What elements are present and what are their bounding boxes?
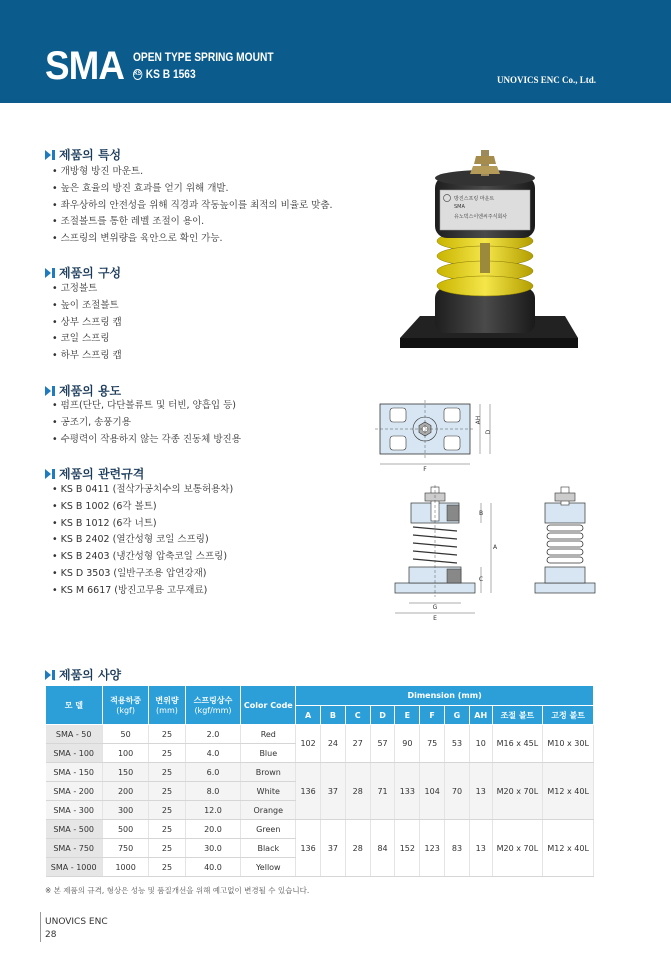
table-row: SMA - 300 300 25 12.0 Orange [46,801,594,820]
header-dim-a: A [296,706,321,725]
top-view-drawing [375,398,500,473]
composition-title: 제품의 구성 [59,266,122,280]
usage-list [52,398,241,448]
header-dim-c: C [345,706,370,725]
list-item: • KS B 1012 (6각 너트) [52,516,233,533]
header-dim-g: G [445,706,470,725]
table-row: SMA - 750 750 25 30.0 Black [46,839,594,858]
list-item: • 스프링의 변위량을 육안으로 확인 가능. [52,231,333,248]
header-dim-ah: AH [469,706,492,725]
dim-label-c: C [478,576,484,583]
product-subtitle: OPEN TYPE SPRING MOUNT [133,50,274,64]
list-item: • KS B 2403 (냉간성형 압축코일 스프링) [52,549,233,566]
company-name: UNOVICS ENC Co., Ltd. [497,75,597,85]
section-arrow-icon [45,386,51,396]
list-item: • 펌프(단단, 다단볼류트 및 터빈, 양흡입 등) [52,398,241,415]
dim-label-b: B [478,510,484,517]
side-view-drawing [375,485,500,625]
usage-title: 제품의 용도 [59,384,122,398]
composition-heading [45,264,121,281]
table-row: SMA - 200 200 25 8.0 White [46,782,594,801]
spec-note: ※ 본 제품의 규격, 형상은 성능 및 품질개선을 위해 예고없이 변경될 수 있습니다. [45,886,310,895]
spec-title: 제품의 사양 [59,668,122,682]
list-item: • KS M 6617 (방진고무용 고무재료) [52,583,233,600]
header-load: 적용하중 (kgf) [102,686,149,725]
list-item: • 높은 효율의 방진 효과를 얻기 위해 개발. [52,181,333,198]
list-item: • KS D 3503 (일반구조용 압연강재) [52,566,233,583]
spec-heading [45,666,121,683]
front-view-drawing [530,485,605,605]
header-model: 모 델 [46,686,103,725]
features-list [52,164,333,248]
standards-list [52,482,233,600]
ks-standard [133,67,196,81]
features-heading [45,146,121,163]
header-banner [0,0,671,103]
section-arrow-icon [45,268,51,278]
section-arrow-icon [45,469,51,479]
header-dim-f: F [420,706,445,725]
features-title: 제품의 특성 [59,148,122,162]
list-item: • KS B 0411 (절삭가공치수의 보통허용차) [52,482,233,499]
list-item: • 개방형 방진 마운트. [52,164,333,181]
dim-label-e: E [433,615,437,622]
dim-label-f: F [423,466,427,473]
label-line-3: 유노빅스이엔씨주식회사 [454,214,508,220]
dim-label-d: D [485,429,492,435]
list-item: • 하부 스프링 캡 [52,348,122,365]
section-bar-icon [52,150,55,160]
section-arrow-icon [45,150,51,160]
standards-heading [45,465,144,482]
header-spring-constant: 스프링상수 (kgf/mm) [185,686,241,725]
section-bar-icon [52,670,55,680]
table-row: SMA - 150 150 25 6.0 Brown 136 37 28 71 133 104 70 13 M20 x 70L M12 x 40L [46,763,594,782]
spec-table [45,685,594,877]
footer-divider [40,912,41,942]
header-dim-d: D [370,706,395,725]
ks-standard-text: KS B 1563 [145,67,196,81]
header-adjust-bolt: 조절 볼트 [492,706,543,725]
page-number: 28 [45,930,57,940]
product-photo [390,148,590,358]
section-bar-icon [52,469,55,479]
list-item: • KS B 2402 (열간성형 코일 스프링) [52,532,233,549]
model-title: SMA [45,44,125,88]
list-item: • 좌우상하의 안전성을 위해 직경과 작동높이를 최적의 비율로 맞춤. [52,198,333,215]
label-line-2: SMA [454,204,465,210]
table-row: SMA - 1000 1000 25 40.0 Yellow [46,858,594,877]
header-dimension: Dimension (mm) [296,686,594,706]
ks-mark-icon: KS [133,69,142,80]
header-dim-e: E [395,706,420,725]
list-item: • 상부 스프링 캡 [52,315,122,332]
label-line-1: 방진스프링 마운트 [454,196,495,202]
table-row: SMA - 100 100 25 4.0 Blue [46,744,594,763]
list-item: • 고정볼트 [52,281,122,298]
list-item: • KS B 1002 (6각 볼트) [52,499,233,516]
list-item: • 수평력이 작용하지 않는 각종 진동체 방진용 [52,432,241,449]
list-item: • 높이 조절볼트 [52,298,122,315]
header-color-code: Color Code [241,686,296,725]
composition-list [52,281,122,365]
dim-label-a: A [492,544,498,551]
list-item: • 공조기, 송풍기용 [52,415,241,432]
section-bar-icon [52,268,55,278]
usage-heading [45,382,121,399]
header-dim-b: B [321,706,346,725]
dim-label-g: G [432,604,438,611]
table-row: SMA - 500 500 25 20.0 Green 136 37 28 84 152 123 83 13 M20 x 70L M12 x 40L [46,820,594,839]
footer-company: UNOVICS ENC [45,917,108,927]
section-bar-icon [52,386,55,396]
list-item: • 조절볼트를 통한 레벨 조절이 용이. [52,214,333,231]
header-displacement: 변위량 (mm) [149,686,185,725]
section-arrow-icon [45,670,51,680]
list-item: • 코일 스프링 [52,331,122,348]
standards-title: 제품의 관련규격 [59,467,145,481]
header-fix-bolt: 고정 볼트 [543,706,594,725]
dim-label-ah: AH [475,415,482,425]
table-row: SMA - 50 50 25 2.0 Red 102 24 27 57 90 75 53 10 M16 x 45L M10 x 30L [46,725,594,744]
